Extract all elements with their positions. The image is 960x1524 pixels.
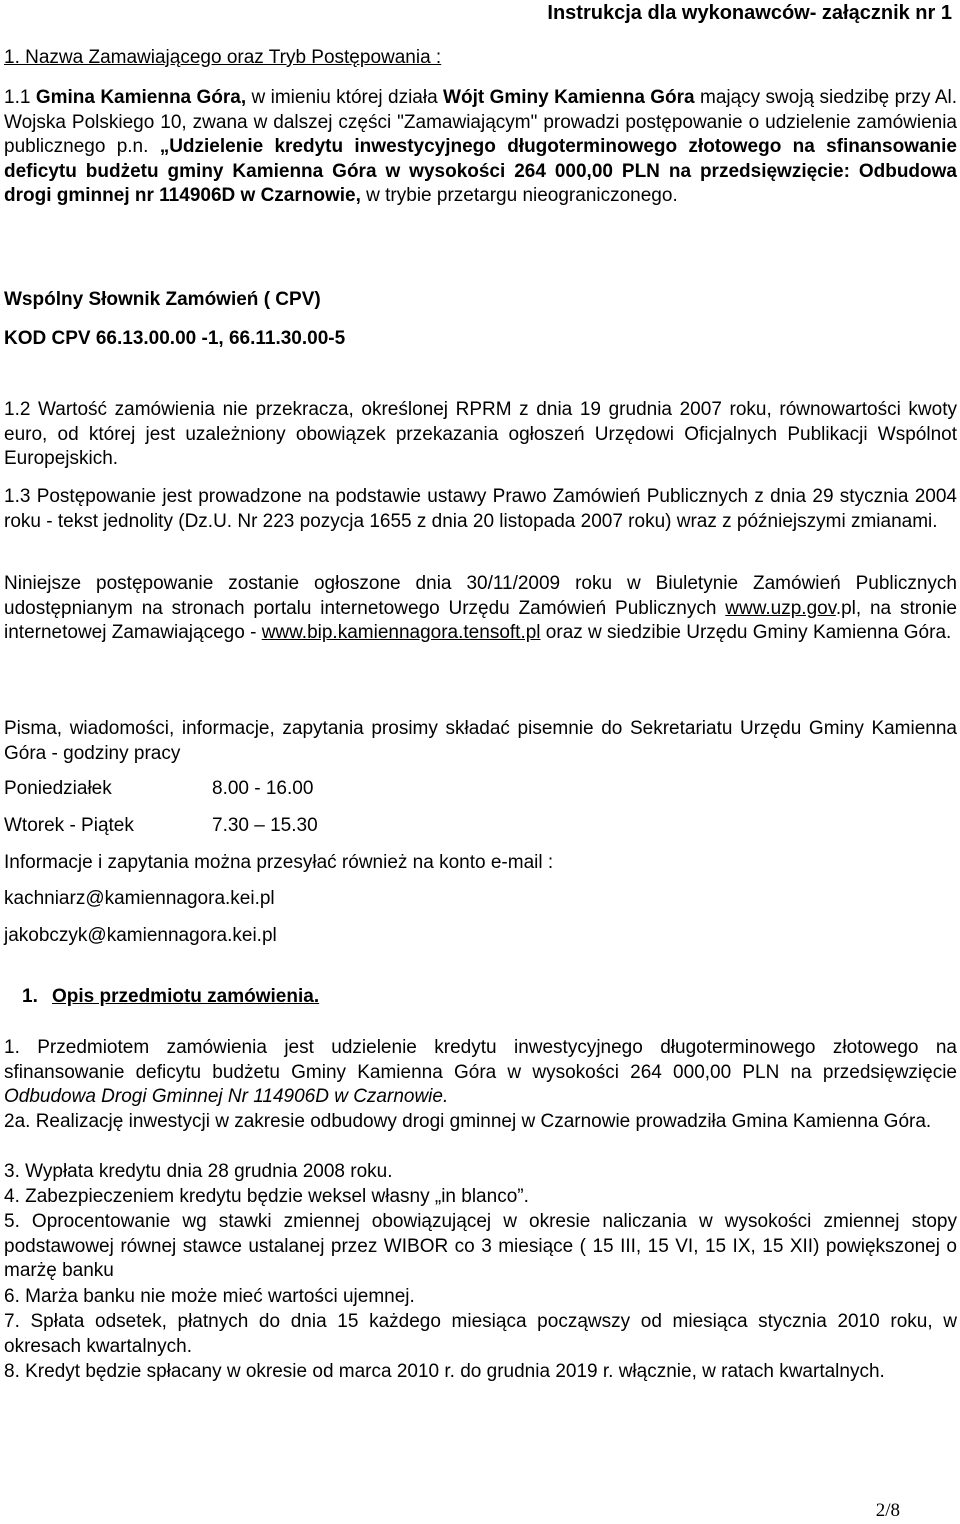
announcement-text3: oraz w siedzibie Urzędu Gminy Kamienna Góra. <box>540 622 952 644</box>
hours-row-monday <box>4 778 112 800</box>
item-2a: 2a. Realizację inwestycji w zakresie odbudowy drogi gminnej w Czarnowie prowadziła Gmina Kamienna Góra. <box>4 1111 932 1132</box>
paragraph-1-3: 1.3 Postępowanie jest prowadzone na podstawie ustawy Prawo Zamówień Publicznych z dnia 29 stycznia 2004 roku - tekst jednolity (Dz.U. Nr 223 pozycja 1655 z dnia 20 listopada 2007 roku) wraz z późniejszymi zmianami. <box>4 486 957 532</box>
p1-1-text3: w trybie przetargu nieograniczonego. <box>360 185 678 207</box>
uzp-link[interactable]: www.uzp.gov <box>725 597 836 619</box>
section2-heading: Opis przedmiotu zamówienia. <box>52 986 320 1007</box>
announcement-text2: .pl, na stronie internetowej Zamawiającego - <box>4 597 957 644</box>
section1-heading: 1. Nazwa Zamawiającego oraz Tryb Postępowania : <box>4 47 442 68</box>
announcement-paragraph <box>4 572 957 646</box>
email-address[interactable]: kachniarz@kamiennagora.kei.pl <box>4 888 275 909</box>
item-7: 7. Spłata odsetek, płatnych do dnia 15 każdego miesiąca począwszy od miesiąca stycznia 2010 roku, w okresach kwartalnych. <box>4 1311 957 1357</box>
email-intro: Informacje i zapytania można przesyłać również na konto e-mail : <box>4 852 554 873</box>
paragraph-1-2: 1.2 Wartość zamówienia nie przekracza, określonej RPRM z dnia 19 grudnia 2007 roku, równowartości kwoty euro, od której jest uzależniony obowiązek przekazania ogłoszeń Urzędowi Oficjalnych Publikacji Wspólnot Europejskich. <box>4 399 957 470</box>
item-1-italic: Odbudowa Drogi Gminnej Nr 114906D w Czarnowie. <box>4 1086 449 1108</box>
hours-time-monday: 8.00 - 16.00 <box>212 778 314 799</box>
hours-day: Wtorek - Piątek <box>4 815 134 836</box>
p1-1-bold-gmina: Gmina Kamienna Góra, <box>35 87 247 108</box>
announcement-text1: Niniejsze postępowanie zostanie ogłoszone dnia 30/11/2009 roku w Biuletynie Zamówień Publicznych udostępnianym na stronach portalu internetowego Urzędu Zamówień Publicznych <box>4 573 957 619</box>
p1-1-bold-subject: „Udzielenie kredytu inwestycyjnego długoterminowego złotowego na sfinansowanie deficytu budżetu gminy Kamienna Góra w wysokości 264 000,00 PLN na przedsięwzięcie: Odbudowa drogi gminnej nr 114906D w Czarnowie, <box>4 136 957 207</box>
item-5: 5. Oprocentowanie wg stawki zmiennej obowiązującej w okresie naliczania w wysokości zmiennej stopy podstawowej równej stawce ustalanej przez WIBOR co 3 miesiące ( 15 III, 15 VI, 15 IX, 15 XII) powiększonej o marżę banku <box>4 1211 957 1282</box>
p1-1-number: 1.1 <box>4 87 31 108</box>
email-address[interactable]: jakobczyk@kamiennagora.kei.pl <box>4 925 277 946</box>
hours-time-tuesday-friday: 7.30 – 15.30 <box>212 815 318 836</box>
item-1 <box>4 1036 957 1110</box>
item-1-text: 1. Przedmiotem zamówienia jest udzielenie kredytu inwestycyjnego długoterminowego złotowego na sfinansowanie deficytu budżetu Gminy Kamienna Góra w wysokości 264 000,00 PLN na przedsięwzięcie <box>4 1037 957 1083</box>
item-6: 6. Marża banku nie może mieć wartości ujemnej. <box>4 1286 415 1307</box>
cpv-code: KOD CPV 66.13.00.00 -1, 66.11.30.00-5 <box>4 328 346 349</box>
p1-1-text2: mający swoją siedzibę przy Al. Wojska Polskiego 10, zwana w dalszej części "Zamawiającym" prowadzi postępowanie o udzielenie zamówienia publicznego p.n. <box>4 87 957 158</box>
bip-link[interactable]: www.bip.kamiennagora.tensoft.pl <box>261 622 541 644</box>
page-number: 2/8 <box>875 1500 900 1521</box>
p1-1-text1: w imieniu której działa <box>246 87 444 108</box>
p1-1-bold-wojt: Wójt Gminy Kamienna Góra <box>443 87 695 108</box>
cpv-title: Wspólny Słownik Zamówień ( CPV) <box>4 289 321 310</box>
hours-row-tuesday-friday <box>4 815 134 837</box>
section2-heading-number: 1. <box>22 986 38 1007</box>
hours-day: Poniedziałek <box>4 778 112 799</box>
document-header-title: Instrukcja dla wykonawców- załącznik nr 1 <box>547 2 952 24</box>
item-4: 4. Zabezpieczeniem kredytu będzie weksel własny „in blanco”. <box>4 1186 529 1207</box>
item-3: 3. Wypłata kredytu dnia 28 grudnia 2008 roku. <box>4 1161 393 1182</box>
letters-paragraph: Pisma, wiadomości, informacje, zapytania prosimy składać pisemnie do Sekretariatu Urzędu Gminy Kamienna Góra - godziny pracy <box>4 718 957 764</box>
item-8: 8. Kredyt będzie spłacany w okresie od marca 2010 r. do grudnia 2019 r. włącznie, w ratach kwartalnych. <box>4 1361 885 1382</box>
paragraph-1-1 <box>4 86 957 209</box>
